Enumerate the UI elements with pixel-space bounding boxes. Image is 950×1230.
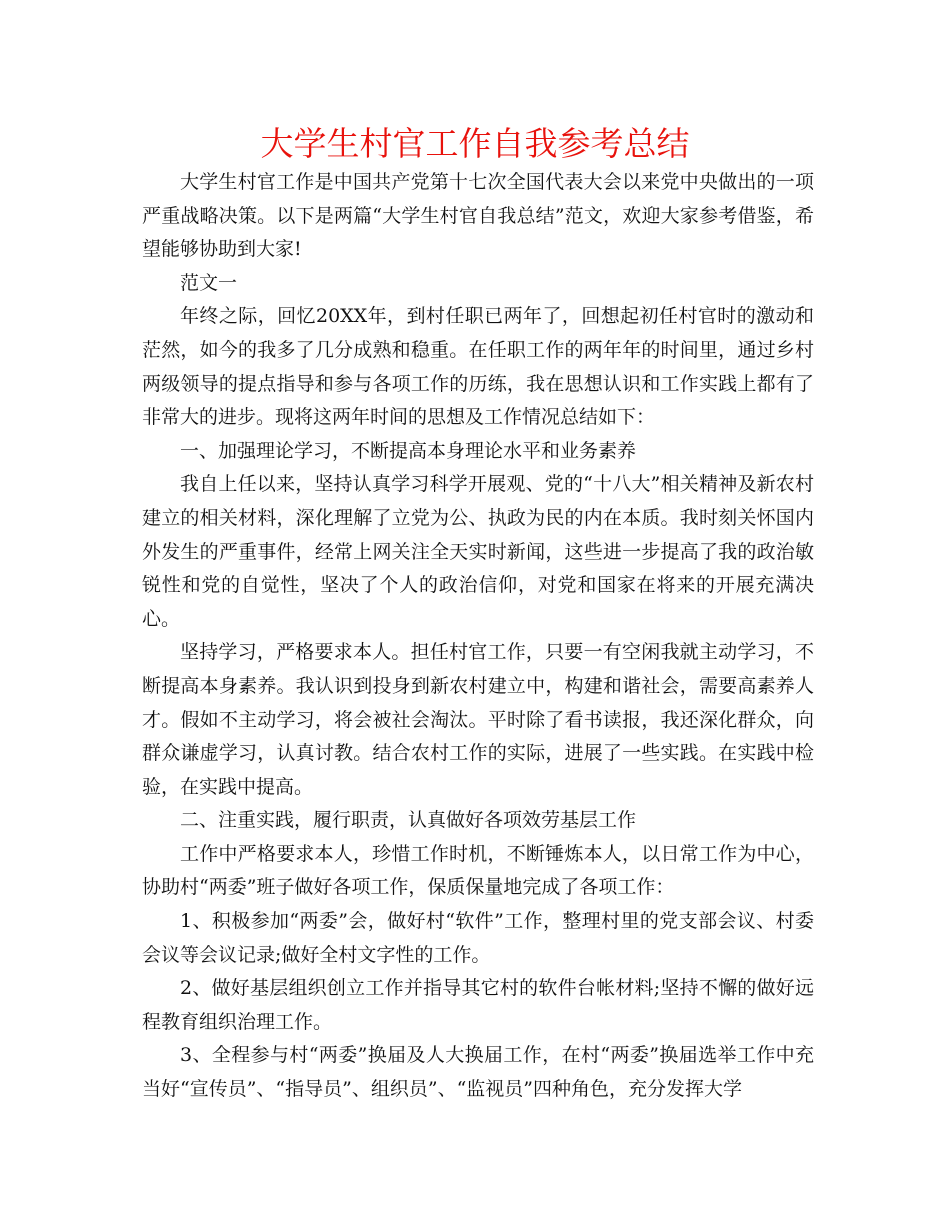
body-paragraph: 年终之际，回忆20XX年，到村任职已两年了，回想起初任村官时的激动和茫然，如今的我多了几分成熟和稳重。在任职工作的两年年的时间里，通过乡村两级领导的提点指导和参与各项工作的历练，我在思想认识和工作实践上都有了非常大的进步。现将这两年时间的思想及工作情况总结如下： xyxy=(142,305,814,429)
body-paragraph: 我自上任以来，坚持认真学习科学开展观、党的“十八大”相关精神及新农村建立的相关材料，深化理解了立党为公、执政为民的内在本质。我时刻关怀国内外发生的严重事件，经常上网关注全天实时新闻，这些进一步提高了我的政治敏锐性和党的自觉性，坚决了个人的政治信仰，对党和国家在将来的开展充满决心。 xyxy=(142,473,814,630)
section-heading: 二、注重实践，履行职责，认真做好各项效劳基层工作 xyxy=(180,809,637,832)
body-paragraph: 工作中严格要求本人，珍惜工作时机，不断锤炼本人，以日常工作为中心，协助村“两委”班子做好各项工作，保质保量地完成了各项工作： xyxy=(142,842,814,899)
document-title: 大学生村官工作自我参考总结 xyxy=(260,124,690,163)
list-item: 2、做好基层组织创立工作并指导其它村的软件台帐材料;坚持不懈的做好远程教育组织治理工作。 xyxy=(142,977,814,1033)
section-heading: 一、加强理论学习，不断提高本身理论水平和业务素养 xyxy=(180,439,637,462)
body-paragraph: 坚持学习，严格要求本人。担任村官工作，只要一有空闲我就主动学习，不断提高本身素养。我认识到投身到新农村建立中，构建和谐社会，需要高素养人才。假如不主动学习，将会被社会淘汰。平时除了看书读报，我还深化群众，向群众谦虚学习，认真讨教。结合农村工作的实际，进展了一些实践。在实践中检验，在实践中提高。 xyxy=(142,641,814,798)
list-item: 1、积极参加“两委”会，做好村“软件”工作，整理村里的党支部会议、村委会议等会议记录;做好全村文字性的工作。 xyxy=(142,910,814,966)
document-body xyxy=(142,166,814,1107)
intro-paragraph: 大学生村官工作是中国共产党第十七次全国代表大会以来党中央做出的一项严重战略决策。以下是两篇“大学生村官自我总结”范文，欢迎大家参考借鉴，希望能够协助到大家! xyxy=(142,171,814,261)
list-item: 3、全程参与村“两委”换届及人大换届工作，在村“两委”换届选举工作中充当好“宣传员”、“指导员”、组织员”、“监视员”四种角色，充分发挥大学 xyxy=(142,1044,814,1101)
section-label: 范文一 xyxy=(180,271,238,294)
